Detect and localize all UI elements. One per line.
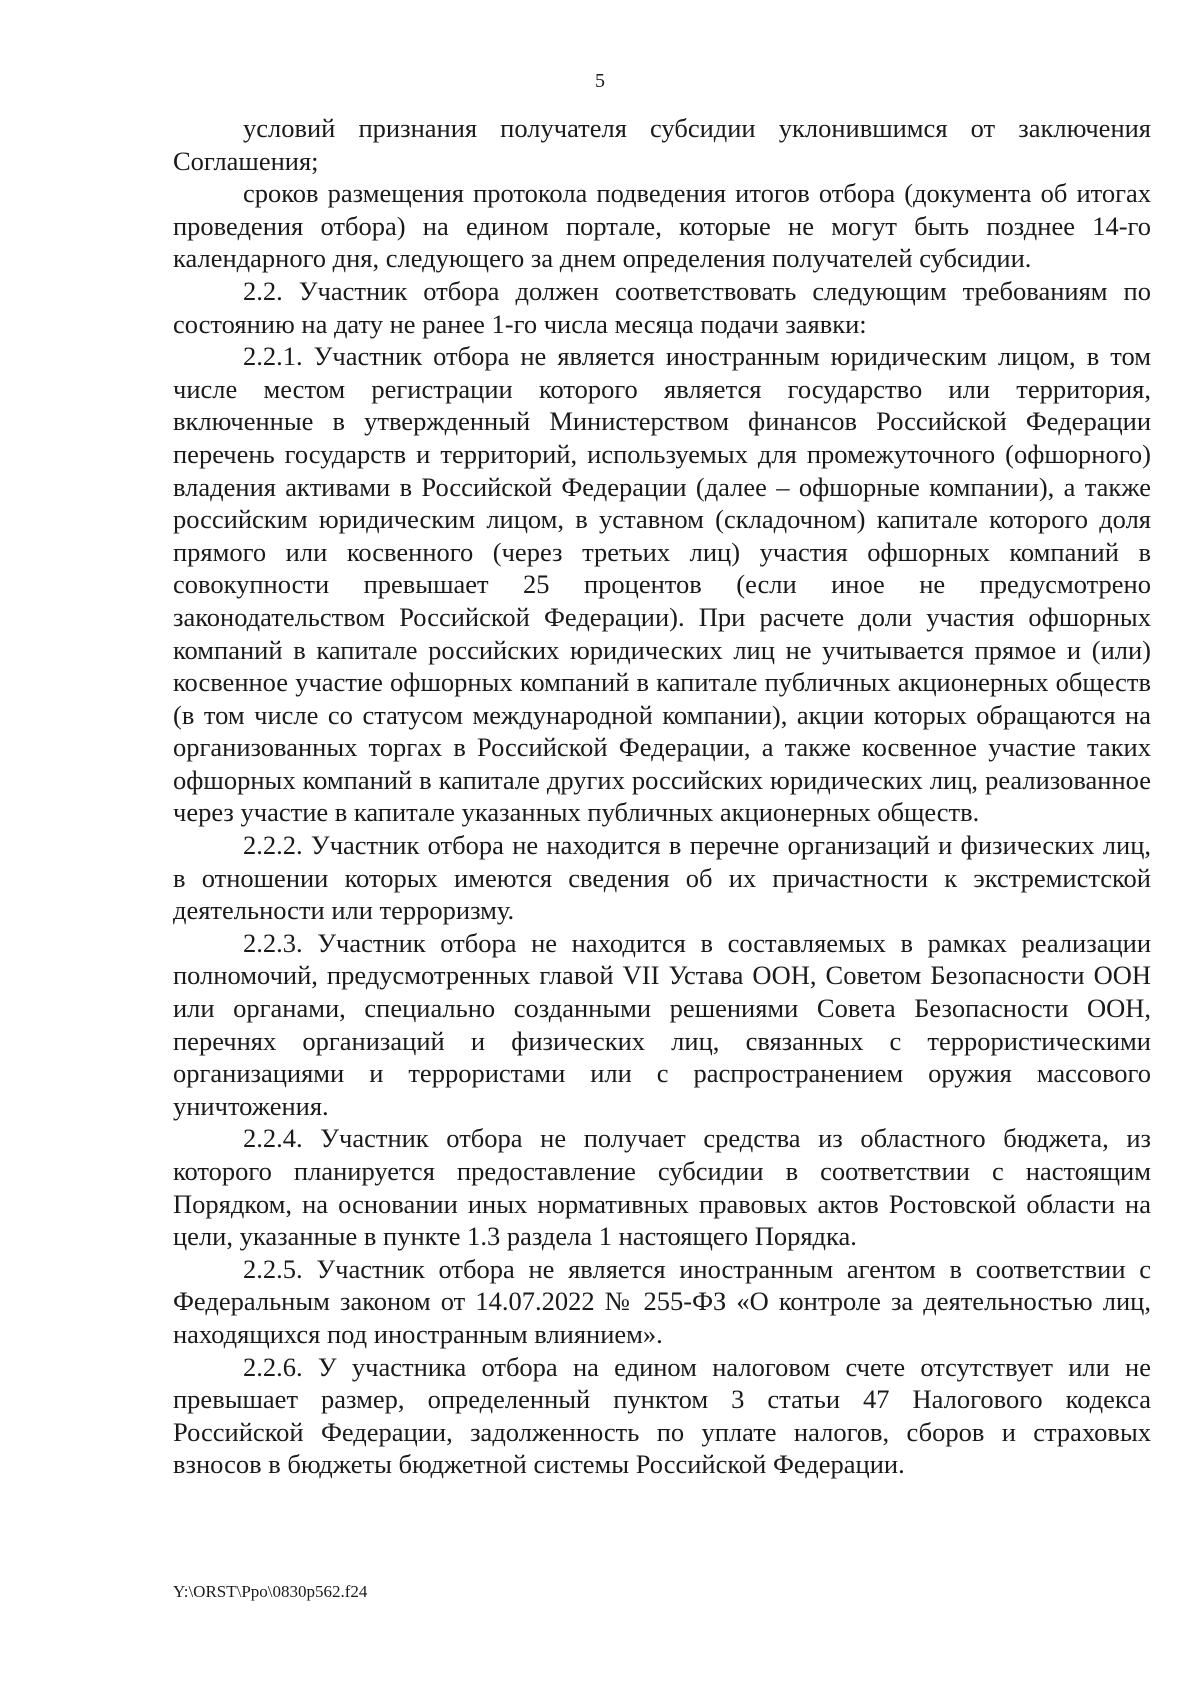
page-number: 5	[595, 70, 605, 92]
footer-file-path: Y:\ORST\Ppo\0830p562.f24	[173, 1582, 368, 1601]
paragraph-2-2-5: 2.2.5. Участник отбора не является иностранным агентом в соответствии с Федеральным законом от 14.07.2022 № 255-ФЗ «О контроле за деятельностью лиц, находящихся под иностранным влиянием».	[173, 1253, 1151, 1349]
paragraph-2-2-3: 2.2.3. Участник отбора не находится в составляемых в рамках реализации полномочий, предусмотренных главой VII Устава ООН, Советом Безопасности ООН или органами, специально созданными решениями Совета Безопасности ООН, перечнях организаций и физических лиц, связанных с террористическими организациями и террористами или с распространением оружия массового уничтожения.	[173, 927, 1151, 1121]
paragraph-2-2-6: 2.2.6. У участника отбора на едином налоговом счете отсутствует или не превышает размер, определенный пунктом 3 статьи 47 Налогового кодекса Российской Федерации, задолженность по уплате налогов, сборов и страховых взносов в бюджеты бюджетной системы Российской Федерации.	[173, 1351, 1151, 1480]
paragraph-2-2-2: 2.2.2. Участник отбора не находится в перечне организаций и физических лиц, в отношении которых имеются сведения об их причастности к экстремистской деятельности или терроризму.	[173, 830, 1151, 926]
paragraph-conditions-evasion: условий признания получателя субсидии уклонившимся от заключения Соглашения;	[173, 113, 1151, 176]
paragraph-2-2-4: 2.2.4. Участник отбора не получает средства из областного бюджета, из которого планируется предоставление субсидии в соответствии с настоящим Порядком, на основании иных нормативных правовых актов Ростовской области на цели, указанные в пункте 1.3 раздела 1 настоящего Порядка.	[173, 1123, 1151, 1252]
document-body	[173, 112, 1151, 1481]
paragraph-protocol-deadlines: сроков размещения протокола подведения итогов отбора (документа об итогах проведения отбора) на едином портале, которые не могут быть позднее 14-го календарного дня, следующего за днем определения получателей субсидии.	[173, 178, 1151, 274]
paragraph-2-2-1: 2.2.1. Участник отбора не является иностранным юридическим лицом, в том числе местом регистрации которого является государство или территория, включенные в утвержденный Министерством финансов Российской Федерации перечень государств и территорий, используемых для промежуточного (офшорного) владения активами в Российской Федерации (далее – офшорные компании), а также российским юридическим лицом, в уставном (складочном) капитале которого доля прямого или косвенного (через третьих лиц) участия офшорных компаний в совокупности превышает 25 процентов (если иное не предусмотрено законодательством Российской Федерации). При расчете доли участия офшорных компаний в капитале российских юридических лиц не учитывается прямое и (или) косвенное участие офшорных компаний в капитале публичных акционерных обществ (в том числе со статусом международной компании), акции которых обращаются на организованных торгах в Российской Федерации, а также косвенное участие таких офшорных компаний в капитале других российских юридических лиц, реализованное через участие в капитале указанных публичных акционерных обществ.	[173, 341, 1151, 828]
paragraph-2-2: 2.2. Участник отбора должен соответствовать следующим требованиям по состоянию на дату не ранее 1-го числа месяца подачи заявки:	[173, 275, 1151, 339]
